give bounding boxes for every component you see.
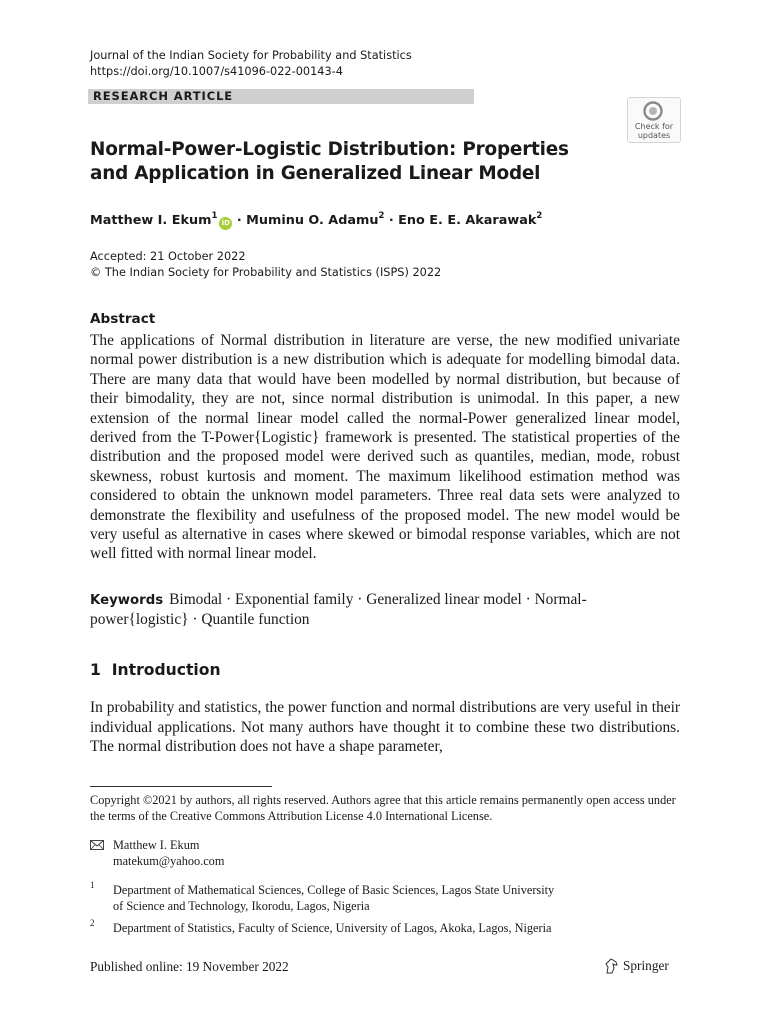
- affiliation-sup: 1: [211, 211, 218, 221]
- keywords: [90, 590, 680, 630]
- abstract-heading: Abstract: [90, 311, 156, 327]
- springer-logo[interactable]: [604, 958, 669, 974]
- doi-link[interactable]: https://doi.org/10.1007/s41096-022-00143-4: [90, 65, 343, 78]
- article-type-label: RESEARCH ARTICLE: [93, 89, 234, 103]
- keywords-text: Bimodal · Exponential family · Generalized linear model · Normal-power{logistic} · Quantile function: [90, 591, 587, 629]
- affiliation-sup: 2: [378, 211, 385, 221]
- springer-horse-icon: [604, 958, 619, 974]
- springer-text: Springer: [623, 958, 669, 973]
- corresponding-name: Matthew I. Ekum: [113, 838, 200, 852]
- journal-header: [90, 48, 412, 80]
- author-separator: ·: [232, 213, 247, 228]
- article-type-bar: [88, 89, 474, 104]
- accepted-date: Accepted: 21 October 2022: [90, 250, 246, 263]
- paper-title: Normal-Power-Logistic Distribution: Properties and Application in Generalized Linear Model: [90, 139, 569, 184]
- affiliation-sup: 2: [536, 211, 543, 221]
- affiliation-number: 2: [90, 918, 95, 928]
- published-online: Published online: 19 November 2022: [90, 959, 289, 974]
- badge-text: Check for updates: [634, 122, 674, 140]
- footnote-divider: [90, 786, 272, 787]
- copyright-line: © The Indian Society for Probability and Statistics (ISPS) 2022: [90, 266, 442, 279]
- author-name[interactable]: Eno E. E. Akarawak: [398, 213, 537, 228]
- author-name[interactable]: Matthew I. Ekum: [90, 213, 212, 228]
- copyright-footnote: Copyright ©2021 by authors, all rights reserved. Authors agree that this article remains permanently open access under the terms of the Creative Commons Attribution License 4.0 International License.: [90, 793, 676, 823]
- corresponding-author: [113, 837, 224, 869]
- affiliation-2: Department of Statistics, Faculty of Science, University of Lagos, Akoka, Lagos, Nigeria: [113, 921, 552, 935]
- section-heading: 1 Introduction: [90, 661, 221, 679]
- author-name[interactable]: Muminu O. Adamu: [246, 213, 379, 228]
- affiliation-number: 1: [90, 880, 95, 890]
- journal-name: Journal of the Indian Society for Probability and Statistics: [90, 49, 412, 62]
- check-for-updates-badge[interactable]: [627, 97, 681, 143]
- abstract-text: The applications of Normal distribution in literature are verse, the new modified univariate normal power distribution is a new distribution which is adequate for modelling bimodal data. There are many data that would have been modelled by normal distribution, but because of their bimodality, they are not, since normal distribution is unimodal. In this paper, a new extension of the normal linear model called the normal-Power generalized linear model, derived from the T-Power{Logistic} framework is presented. The statistical properties of the distribution and the proposed model were derived such as quantiles, median, mode, robust skewness, robust kurtosis and moment. The maximum likelihood estimation method was considered to obtain the unknown model parameters. Three real data sets were analyzed to demonstrate the flexibility and usefulness of the proposed model. The new model would be very useful as alternative in cases where skewed or bimodal response variables, which are not well fitted with normal linear model.: [90, 332, 680, 563]
- orcid-icon[interactable]: iD: [219, 217, 232, 230]
- author-separator: ·: [384, 213, 399, 228]
- author-list: [90, 207, 542, 230]
- corresponding-email[interactable]: matekum@yahoo.com: [113, 854, 225, 868]
- check-updates-icon: [643, 101, 663, 121]
- section-text: In probability and statistics, the power function and normal distributions are very useful in their individual applications. Not many authors have thought it to combine these two distributions. The normal distribution does not have a shape parameter,: [90, 699, 680, 755]
- affiliation-1: Department of Mathematical Sciences, College of Basic Sciences, Lagos State University of Science and Technology, Ikorodu, Lagos, Nigeria: [113, 883, 555, 913]
- mail-icon: [90, 840, 104, 850]
- keywords-label: Keywords: [90, 593, 164, 608]
- publication-dates: [90, 249, 441, 281]
